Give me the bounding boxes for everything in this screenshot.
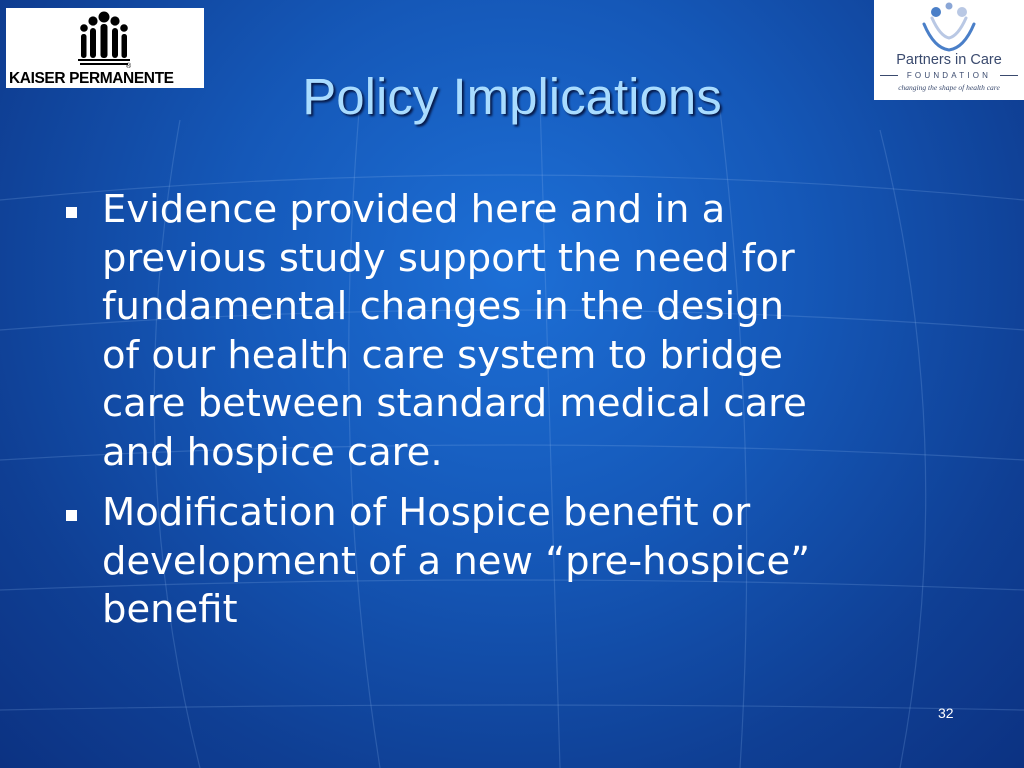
bullet-text: Evidence provided here and in a previous study support the need for fundamental changes in the design of our health care system to bridge care between standard medical care and hospice care. xyxy=(102,187,807,475)
kaiser-permanente-logo xyxy=(6,8,204,88)
partners-in-care-foundation: FOUNDATION xyxy=(906,71,992,80)
slide-title: Policy Implications xyxy=(302,68,722,125)
square-bullet-icon xyxy=(66,510,77,521)
partners-in-care-name: Partners in Care xyxy=(896,52,1002,68)
bullet-list xyxy=(62,186,962,647)
kaiser-permanente-wordmark: KAISER PERMANENTE xyxy=(9,70,174,87)
partners-in-care-figures-icon xyxy=(914,2,984,54)
bullet-item xyxy=(62,186,962,477)
partners-in-care-logo xyxy=(874,0,1024,100)
square-bullet-icon xyxy=(66,207,77,218)
foundation-rule-right xyxy=(1000,75,1018,76)
kaiser-permanente-figures-icon xyxy=(76,10,132,70)
slide-number: 32 xyxy=(938,705,954,721)
registered-mark: ® xyxy=(126,63,132,70)
bullet-item xyxy=(62,489,962,635)
partners-in-care-tagline: changing the shape of health care xyxy=(898,83,1000,92)
bullet-text: Modification of Hospice benefit or development of a new “pre-hospice” benefit xyxy=(102,490,811,632)
